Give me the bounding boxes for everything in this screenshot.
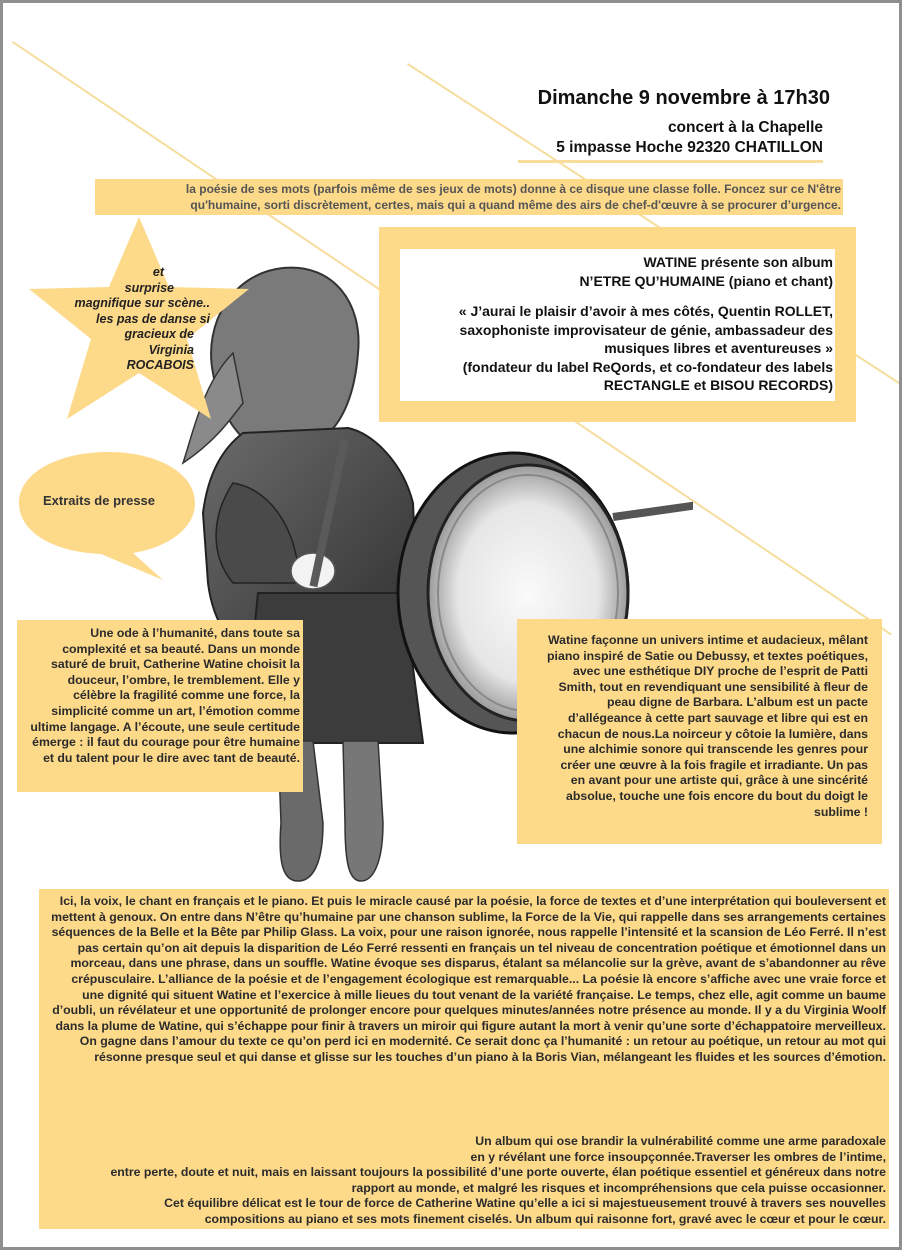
album-presents: WATINE présente son album [643, 254, 833, 270]
press-quote-right: Watine façonne un univers intime et audacieux, mêlant piano inspiré de Satie ou Debussy, et textes poétiques, avec une esthétique DIY proche de l’esprit de Patti Smith, tout en revendiquant une sensibilité à fleur de peau digne de Barbara. L’album est un pacte d’allégeance à cette part sauvage et libre qui est en chacun de nous.La noirceur y côtoie la lumière, dans une alchimie sonore qui transcende les genres pour créer une œuvre à la fois fragile et irradiante. Un pas en avant pour une artiste qui, grâce à une sincérité absolue, touche une fois encore du bout du doigt le sublime ! [517, 619, 882, 844]
press-quote-left: Une ode à l’humanité, dans toute sa complexité et sa beauté. Dans un monde saturé de bruit, Catherine Watine choisit la douceur, l’ombre, le tremblement. Elle y célèbre la fragilité comme une force, la simplicité comme un art, l’émotion comme ultime langage. A l’écoute, une seule certitude émerge : il faut du courage pour être humaine et du talent pour le dire avec tant de beauté. [17, 620, 303, 792]
speech-bubble-icon [13, 448, 203, 583]
event-venue: concert à la Chapelle [667, 119, 823, 136]
closing-line: Un album qui ose brandir la vulnérabilité comme une arme paradoxale [475, 1134, 886, 1148]
press-bottom-closing [39, 1134, 886, 1228]
press-bottom-paragraph: Ici, la voix, le chant en français et le piano. Et puis le miracle causé par la poésie, la force de textes et d’une interprétation qui bouleversent et mettent à genoux. On entre dans N’être qu’humaine par une chanson sublime, la Force de la Vie, qui rappelle dans ses arrangements certaines séquences de la Belle et la Bête par Philip Glass. La voix, pour une raison ignorée, nous rappelle l’intensité et la scansion de Léo Ferré. Il n’est pas certain qu’on ait depuis la disparition de Léo Ferré ressenti en français un tel niveau de concentration poétique et émotionnel dans un morceau, dans une phrase, dans un souffle. Watine évoque ses disparus, étalant sa mélancolie sur la grève, avant de s’abandonner au rêve crépusculaire. L’alliance de la poésie et de l’engagement écologique est remarquable... La poésie là encore s’affiche avec une vraie force et une dignité qui situent Watine et l’exercice à mille lieues du tout venant de la variété française. Le temps, chez elle, agit comme un baume d’oubli, un révélateur et une opportunité de prolonger encore pour quelques minutes/années notre présence au monde. Il y a du Virginia Woolf dans la plume de Watine, qui s’échappe pour finir à travers un miroir qui figure autant la mort à venir qu’une sorte d’échappatoire merveilleux. On gagne dans l’amour du texte ce qu’on perd ici en modernité. Ce serait donc ça l’humanité : un retour au poétique, un retour au mot qui résonne presque seul et qui danse et glisse sur les touches d’un piano à la Boris Vian, mélangeant les fluides et les sources d’émotion. [51, 894, 886, 1064]
album-quote-line: (fondateur du label ReQords, et co-fondateur des labels [462, 358, 833, 375]
event-date: Dimanche 9 novembre à 17h30 [537, 87, 830, 109]
star-line: les pas de danse si [96, 311, 210, 326]
header-underline [518, 160, 823, 163]
star-line: surprise [124, 280, 174, 295]
star-line: ROCABOIS [126, 358, 194, 372]
closing-line: rapport au monde, et malgré les risques et incompréhensions que cela puisse occasionner. [351, 1180, 886, 1195]
star-line: et [152, 265, 164, 279]
press-extracts-label: Extraits de presse [43, 493, 156, 508]
album-announcement [400, 249, 835, 401]
closing-line: en y révélant une force insoupçonnée.Traverser les ombres de l’intime, [470, 1149, 886, 1164]
closing-line: Cet équilibre délicat est le tour de force de Catherine Watine qu’elle a ici si majestueusement trouvé à travers ses nouvelles [164, 1196, 886, 1211]
album-quote-line: musiques libres et aventureuses » [604, 340, 833, 356]
star-text [49, 265, 210, 374]
star-line: Virginia [148, 342, 194, 357]
press-quote-bottom [39, 889, 889, 1229]
star-line: magnifique sur scène.. [74, 296, 210, 310]
star-line: gracieux de [124, 327, 194, 341]
album-quote-line: « J’aurai le plaisir d’avoir à mes côtés, Quentin ROLLET, [458, 303, 833, 319]
closing-line: entre perte, doute et nuit, mais en laissant toujours la possibilité d’une porte ouverte, élan poétique essentiel et généreux dans notre [110, 1165, 886, 1180]
album-quote-line: saxophoniste improvisateur de génie, ambassadeur des [459, 321, 833, 338]
top-press-quote: la poésie de ses mots (parfois même de ses jeux de mots) donne à ce disque une classe folle. Foncez sur ce N'être qu'humaine, sorti discrètement, certes, mais qui a quand même des airs de chef-d'œuvre à se procurer d’urgence. [95, 179, 843, 215]
album-title: N’ETRE QU’HUMAINE (piano et chant) [579, 272, 833, 289]
album-quote-line: RECTANGLE et BISOU RECORDS) [603, 377, 833, 393]
closing-line: compositions au piano et ses mots finement ciselés. Un album qui raisonne fort, gravé avec le cœur et pour le cœur. [204, 1211, 886, 1226]
event-address: 5 impasse Hoche 92320 CHATILLON [556, 139, 823, 156]
